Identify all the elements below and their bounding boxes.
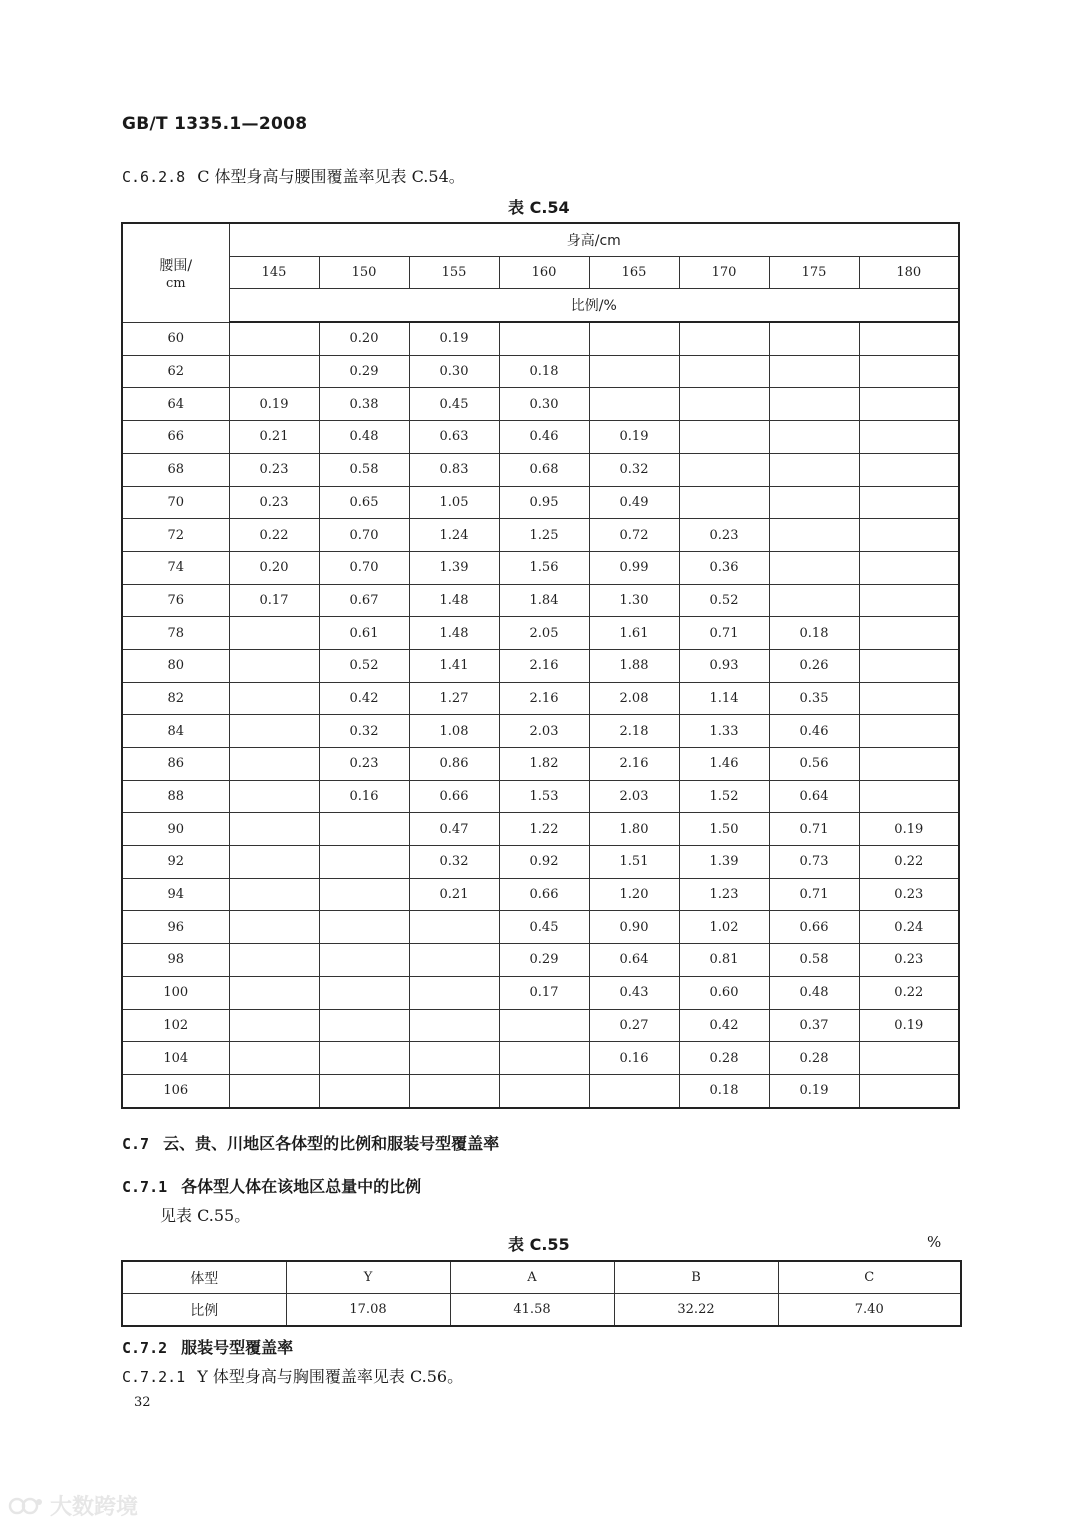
ratio-b: 32.22 xyxy=(614,1294,778,1327)
ratio-cell: 0.81 xyxy=(679,944,769,977)
ratio-cell xyxy=(859,486,959,519)
waist-cell: 70 xyxy=(122,486,229,519)
ratio-cell xyxy=(769,551,859,584)
waist-cell: 72 xyxy=(122,519,229,552)
ratio-cell xyxy=(679,486,769,519)
clause-c7-2-1 xyxy=(122,1364,463,1387)
table-row xyxy=(122,617,959,650)
waist-cell: 60 xyxy=(122,322,229,355)
table-row xyxy=(122,388,959,421)
ratio-cell: 0.71 xyxy=(769,813,859,846)
ratio-cell: 1.24 xyxy=(409,519,499,552)
ratio-cell: 0.71 xyxy=(679,617,769,650)
ratio-cell: 0.46 xyxy=(499,421,589,454)
clause-c6-2-8 xyxy=(122,164,465,187)
table-row xyxy=(122,813,959,846)
ratio-cell: 0.60 xyxy=(679,976,769,1009)
ratio-cell: 1.05 xyxy=(409,486,499,519)
ratio-cell: 1.39 xyxy=(409,551,499,584)
ratio-cell: 0.92 xyxy=(499,846,589,879)
section-title: 服装号型覆盖率 xyxy=(181,1338,294,1357)
height-header-cell: 150 xyxy=(319,256,409,289)
ratio-cell xyxy=(229,911,319,944)
ratio-cell xyxy=(679,355,769,388)
height-header-cell: 170 xyxy=(679,256,769,289)
ratio-cell: 0.45 xyxy=(409,388,499,421)
ratio-cell: 0.32 xyxy=(319,715,409,748)
ratio-cell: 0.83 xyxy=(409,453,499,486)
ratio-cell: 0.16 xyxy=(589,1042,679,1075)
ratio-cell: 0.17 xyxy=(499,976,589,1009)
clause-text: Y 体型身高与胸围覆盖率见表 C.56。 xyxy=(197,1367,464,1386)
ratio-cell: 0.36 xyxy=(679,551,769,584)
table-row xyxy=(122,682,959,715)
ratio-cell xyxy=(769,355,859,388)
ratio-cell: 2.08 xyxy=(589,682,679,715)
ratio-cell: 0.28 xyxy=(679,1042,769,1075)
ratio-c: 7.40 xyxy=(778,1294,961,1327)
ratio-cell: 0.23 xyxy=(679,519,769,552)
table-c55-caption: 表 C.55 xyxy=(508,1235,570,1254)
ratio-cell xyxy=(679,421,769,454)
waist-cell: 64 xyxy=(122,388,229,421)
ratio-cell: 1.61 xyxy=(589,617,679,650)
ratio-cell xyxy=(229,617,319,650)
ratio-cell: 1.82 xyxy=(499,748,589,781)
ratio-cell: 0.43 xyxy=(589,976,679,1009)
table-row xyxy=(122,421,959,454)
ratio-cell: 0.48 xyxy=(769,976,859,1009)
ratio-cell: 0.70 xyxy=(319,551,409,584)
ratio-cell xyxy=(679,322,769,355)
table-row xyxy=(122,584,959,617)
ratio-cell xyxy=(499,322,589,355)
ratio-cell: 0.99 xyxy=(589,551,679,584)
ratio-cell: 0.61 xyxy=(319,617,409,650)
ratio-cell: 1.88 xyxy=(589,649,679,682)
ratio-cell: 0.20 xyxy=(229,551,319,584)
ratio-cell: 0.23 xyxy=(859,878,959,911)
ratio-cell xyxy=(229,355,319,388)
ratio-cell: 0.24 xyxy=(859,911,959,944)
table-row xyxy=(122,780,959,813)
ratio-cell: 0.20 xyxy=(319,322,409,355)
section-c7-1 xyxy=(122,1174,421,1197)
table-row xyxy=(122,322,959,355)
ratio-cell xyxy=(589,1074,679,1107)
ratio-label: 比例 xyxy=(122,1294,286,1327)
ratio-cell: 1.51 xyxy=(589,846,679,879)
ratio-cell xyxy=(679,388,769,421)
ratio-cell xyxy=(409,1042,499,1075)
waist-cell: 102 xyxy=(122,1009,229,1042)
ratio-cell: 0.71 xyxy=(769,878,859,911)
ratio-cell xyxy=(229,813,319,846)
ratio-cell: 1.33 xyxy=(679,715,769,748)
ratio-cell: 1.39 xyxy=(679,846,769,879)
section-title: 云、贵、川地区各体型的比例和服装号型覆盖率 xyxy=(163,1134,500,1153)
ratio-cell: 0.93 xyxy=(679,649,769,682)
ratio-cell: 0.17 xyxy=(229,584,319,617)
watermark-logo-icon xyxy=(8,1495,44,1517)
ratio-cell xyxy=(769,322,859,355)
ratio-cell xyxy=(859,649,959,682)
table-row xyxy=(122,519,959,552)
ratio-cell: 1.20 xyxy=(589,878,679,911)
waist-cell: 94 xyxy=(122,878,229,911)
ratio-cell xyxy=(319,976,409,1009)
table-row xyxy=(122,944,959,977)
ratio-cell: 0.18 xyxy=(679,1074,769,1107)
ratio-cell xyxy=(229,846,319,879)
waist-cell: 68 xyxy=(122,453,229,486)
section-number: C.7.1 xyxy=(122,1178,168,1196)
ratio-cell: 0.19 xyxy=(769,1074,859,1107)
height-header-cell: 175 xyxy=(769,256,859,289)
type-b: B xyxy=(614,1261,778,1294)
table-c55-value-row xyxy=(122,1294,961,1327)
ratio-cell xyxy=(229,649,319,682)
section-c7 xyxy=(122,1131,499,1154)
ratio-cell: 0.23 xyxy=(319,748,409,781)
ratio-cell xyxy=(589,322,679,355)
ratio-cell: 0.32 xyxy=(409,846,499,879)
table-row xyxy=(122,551,959,584)
ratio-cell: 0.23 xyxy=(859,944,959,977)
ratio-cell xyxy=(859,617,959,650)
height-header-cell: 165 xyxy=(589,256,679,289)
ratio-cell: 0.22 xyxy=(859,846,959,879)
ratio-cell xyxy=(319,1042,409,1075)
table-row xyxy=(122,878,959,911)
waist-cell: 62 xyxy=(122,355,229,388)
height-header-cell: 180 xyxy=(859,256,959,289)
ratio-cell xyxy=(319,911,409,944)
ratio-cell: 1.80 xyxy=(589,813,679,846)
waist-header xyxy=(122,223,229,322)
table-row xyxy=(122,715,959,748)
ratio-cell: 0.65 xyxy=(319,486,409,519)
waist-cell: 88 xyxy=(122,780,229,813)
ratio-cell: 2.03 xyxy=(499,715,589,748)
table-row xyxy=(122,748,959,781)
ratio-cell xyxy=(769,453,859,486)
ratio-cell: 1.41 xyxy=(409,649,499,682)
ratio-cell xyxy=(859,322,959,355)
ratio-cell xyxy=(409,976,499,1009)
ratio-cell: 2.16 xyxy=(499,682,589,715)
ratio-cell xyxy=(319,1009,409,1042)
ratio-cell: 0.27 xyxy=(589,1009,679,1042)
ratio-cell: 1.23 xyxy=(679,878,769,911)
ratio-cell: 0.19 xyxy=(859,813,959,846)
ratio-cell: 0.23 xyxy=(229,486,319,519)
ratio-cell: 0.66 xyxy=(409,780,499,813)
ratio-cell xyxy=(229,878,319,911)
ratio-cell: 2.18 xyxy=(589,715,679,748)
ratio-cell: 0.56 xyxy=(769,748,859,781)
section-c7-1-body: 见表 C.55。 xyxy=(160,1206,251,1225)
ratio-cell: 0.45 xyxy=(499,911,589,944)
ratio-cell: 1.02 xyxy=(679,911,769,944)
type-label: 体型 xyxy=(122,1261,286,1294)
waist-header-unit: cm xyxy=(165,275,186,291)
ratio-cell xyxy=(769,519,859,552)
ratio-cell xyxy=(409,911,499,944)
ratio-cell xyxy=(859,551,959,584)
ratio-cell: 0.58 xyxy=(769,944,859,977)
ratio-cell xyxy=(859,780,959,813)
ratio-cell xyxy=(319,813,409,846)
ratio-cell xyxy=(589,388,679,421)
waist-cell: 66 xyxy=(122,421,229,454)
ratio-cell: 0.52 xyxy=(319,649,409,682)
ratio-cell xyxy=(499,1042,589,1075)
ratio-cell: 0.46 xyxy=(769,715,859,748)
ratio-cell xyxy=(319,1074,409,1107)
ratio-cell: 0.67 xyxy=(319,584,409,617)
ratio-cell xyxy=(859,388,959,421)
section-title: 各体型人体在该地区总量中的比例 xyxy=(181,1177,422,1196)
waist-cell: 92 xyxy=(122,846,229,879)
ratio-cell: 0.30 xyxy=(499,388,589,421)
ratio-cell: 1.48 xyxy=(409,617,499,650)
height-header-cell: 155 xyxy=(409,256,499,289)
ratio-cell xyxy=(859,453,959,486)
ratio-cell: 0.19 xyxy=(409,322,499,355)
ratio-cell: 1.27 xyxy=(409,682,499,715)
ratio-cell xyxy=(229,780,319,813)
ratio-cell: 1.22 xyxy=(499,813,589,846)
waist-header-label xyxy=(159,258,192,291)
clause-text: C 体型身高与腰围覆盖率见表 C.54。 xyxy=(197,167,465,186)
ratio-cell: 0.19 xyxy=(229,388,319,421)
page-number: 32 xyxy=(134,1395,151,1410)
ratio-cell: 0.52 xyxy=(679,584,769,617)
ratio-cell: 0.42 xyxy=(679,1009,769,1042)
table-row xyxy=(122,355,959,388)
ratio-cell: 2.03 xyxy=(589,780,679,813)
ratio-cell: 0.38 xyxy=(319,388,409,421)
ratio-cell: 0.63 xyxy=(409,421,499,454)
ratio-cell: 0.37 xyxy=(769,1009,859,1042)
ratio-cell: 0.47 xyxy=(409,813,499,846)
table-c54-body xyxy=(122,322,959,1108)
table-row xyxy=(122,911,959,944)
ratio-cell xyxy=(229,1009,319,1042)
clause-number: C.7.2.1 xyxy=(122,1368,186,1386)
ratio-cell: 0.30 xyxy=(409,355,499,388)
waist-cell: 84 xyxy=(122,715,229,748)
ratio-cell xyxy=(859,421,959,454)
ratio-cell xyxy=(769,421,859,454)
ratio-cell xyxy=(229,682,319,715)
height-group-header: 身高/cm xyxy=(229,223,959,256)
type-c: C xyxy=(778,1261,961,1294)
ratio-cell: 1.48 xyxy=(409,584,499,617)
ratio-cell: 0.35 xyxy=(769,682,859,715)
ratio-cell: 0.72 xyxy=(589,519,679,552)
waist-cell: 78 xyxy=(122,617,229,650)
ratio-cell: 0.18 xyxy=(769,617,859,650)
watermark-text: 大数跨境 xyxy=(50,1495,139,1520)
waist-cell: 80 xyxy=(122,649,229,682)
ratio-cell: 0.66 xyxy=(499,878,589,911)
ratio-cell: 1.30 xyxy=(589,584,679,617)
ratio-cell xyxy=(319,846,409,879)
ratio-cell: 0.28 xyxy=(769,1042,859,1075)
ratio-cell: 1.08 xyxy=(409,715,499,748)
ratio-cell xyxy=(499,1009,589,1042)
ratio-cell: 0.95 xyxy=(499,486,589,519)
section-number: C.7 xyxy=(122,1135,150,1153)
ratio-cell: 2.05 xyxy=(499,617,589,650)
ratio-cell: 0.18 xyxy=(499,355,589,388)
ratio-cell: 0.66 xyxy=(769,911,859,944)
waist-header-text: 腰围/ xyxy=(159,257,193,274)
ratio-cell xyxy=(319,878,409,911)
section-number: C.7.2 xyxy=(122,1339,168,1357)
table-row xyxy=(122,1009,959,1042)
ratio-cell: 0.64 xyxy=(589,944,679,977)
height-header-row xyxy=(122,256,959,289)
ratio-cell xyxy=(859,682,959,715)
ratio-cell xyxy=(769,486,859,519)
ratio-cell xyxy=(859,1042,959,1075)
standard-code: GB/T 1335.1—2008 xyxy=(122,114,308,134)
ratio-cell xyxy=(859,715,959,748)
ratio-cell xyxy=(229,976,319,1009)
ratio-cell xyxy=(859,519,959,552)
ratio-cell xyxy=(499,1074,589,1107)
table-c55-header-row xyxy=(122,1261,961,1294)
waist-cell: 90 xyxy=(122,813,229,846)
table-row xyxy=(122,486,959,519)
ratio-cell: 0.86 xyxy=(409,748,499,781)
ratio-cell xyxy=(589,355,679,388)
waist-cell: 100 xyxy=(122,976,229,1009)
ratio-cell: 0.64 xyxy=(769,780,859,813)
waist-cell: 74 xyxy=(122,551,229,584)
ratio-cell xyxy=(229,715,319,748)
table-c55 xyxy=(121,1260,962,1327)
ratio-cell: 0.42 xyxy=(319,682,409,715)
table-row xyxy=(122,649,959,682)
type-a: A xyxy=(450,1261,614,1294)
unit-row: 比例/% xyxy=(229,289,959,322)
ratio-cell: 1.84 xyxy=(499,584,589,617)
ratio-cell xyxy=(769,584,859,617)
ratio-cell: 0.29 xyxy=(319,355,409,388)
waist-cell: 86 xyxy=(122,748,229,781)
ratio-cell xyxy=(409,1074,499,1107)
table-row xyxy=(122,846,959,879)
ratio-cell xyxy=(859,355,959,388)
ratio-cell: 0.29 xyxy=(499,944,589,977)
section-c7-2 xyxy=(122,1335,293,1358)
ratio-cell: 0.49 xyxy=(589,486,679,519)
ratio-cell: 1.56 xyxy=(499,551,589,584)
ratio-cell xyxy=(409,1009,499,1042)
table-row xyxy=(122,1042,959,1075)
ratio-cell: 1.46 xyxy=(679,748,769,781)
ratio-cell xyxy=(229,1042,319,1075)
ratio-cell: 1.50 xyxy=(679,813,769,846)
ratio-cell: 0.23 xyxy=(229,453,319,486)
ratio-cell xyxy=(319,944,409,977)
waist-cell: 96 xyxy=(122,911,229,944)
waist-cell: 76 xyxy=(122,584,229,617)
ratio-cell: 0.19 xyxy=(859,1009,959,1042)
height-header-cell: 160 xyxy=(499,256,589,289)
ratio-cell: 1.14 xyxy=(679,682,769,715)
ratio-cell xyxy=(229,748,319,781)
ratio-cell: 0.73 xyxy=(769,846,859,879)
table-row xyxy=(122,453,959,486)
ratio-y: 17.08 xyxy=(286,1294,450,1327)
table-c54-caption: 表 C.54 xyxy=(508,198,570,217)
ratio-cell xyxy=(769,388,859,421)
ratio-cell xyxy=(679,453,769,486)
ratio-cell xyxy=(229,1074,319,1107)
table-row xyxy=(122,976,959,1009)
ratio-cell: 0.90 xyxy=(589,911,679,944)
ratio-cell: 0.16 xyxy=(319,780,409,813)
ratio-cell: 0.48 xyxy=(319,421,409,454)
waist-cell: 98 xyxy=(122,944,229,977)
ratio-cell xyxy=(409,944,499,977)
ratio-cell xyxy=(859,748,959,781)
type-y: Y xyxy=(286,1261,450,1294)
ratio-cell: 0.19 xyxy=(589,421,679,454)
table-c55-unit: % xyxy=(927,1233,942,1251)
ratio-cell: 0.21 xyxy=(229,421,319,454)
clause-number: C.6.2.8 xyxy=(122,168,186,186)
ratio-cell: 0.32 xyxy=(589,453,679,486)
ratio-cell xyxy=(859,584,959,617)
ratio-cell: 2.16 xyxy=(499,649,589,682)
ratio-a: 41.58 xyxy=(450,1294,614,1327)
waist-cell: 82 xyxy=(122,682,229,715)
ratio-cell: 0.70 xyxy=(319,519,409,552)
ratio-cell: 0.22 xyxy=(229,519,319,552)
ratio-cell xyxy=(229,944,319,977)
height-header-cell: 145 xyxy=(229,256,319,289)
ratio-cell xyxy=(229,322,319,355)
table-row xyxy=(122,1074,959,1107)
waist-cell: 106 xyxy=(122,1074,229,1107)
ratio-cell: 0.26 xyxy=(769,649,859,682)
ratio-cell: 0.58 xyxy=(319,453,409,486)
table-c54 xyxy=(121,222,960,1109)
ratio-cell xyxy=(859,1074,959,1107)
ratio-cell: 0.68 xyxy=(499,453,589,486)
ratio-cell: 1.52 xyxy=(679,780,769,813)
waist-cell: 104 xyxy=(122,1042,229,1075)
ratio-cell: 0.22 xyxy=(859,976,959,1009)
ratio-cell: 2.16 xyxy=(589,748,679,781)
ratio-cell: 1.25 xyxy=(499,519,589,552)
ratio-cell: 0.21 xyxy=(409,878,499,911)
watermark xyxy=(8,1490,138,1521)
ratio-cell: 1.53 xyxy=(499,780,589,813)
